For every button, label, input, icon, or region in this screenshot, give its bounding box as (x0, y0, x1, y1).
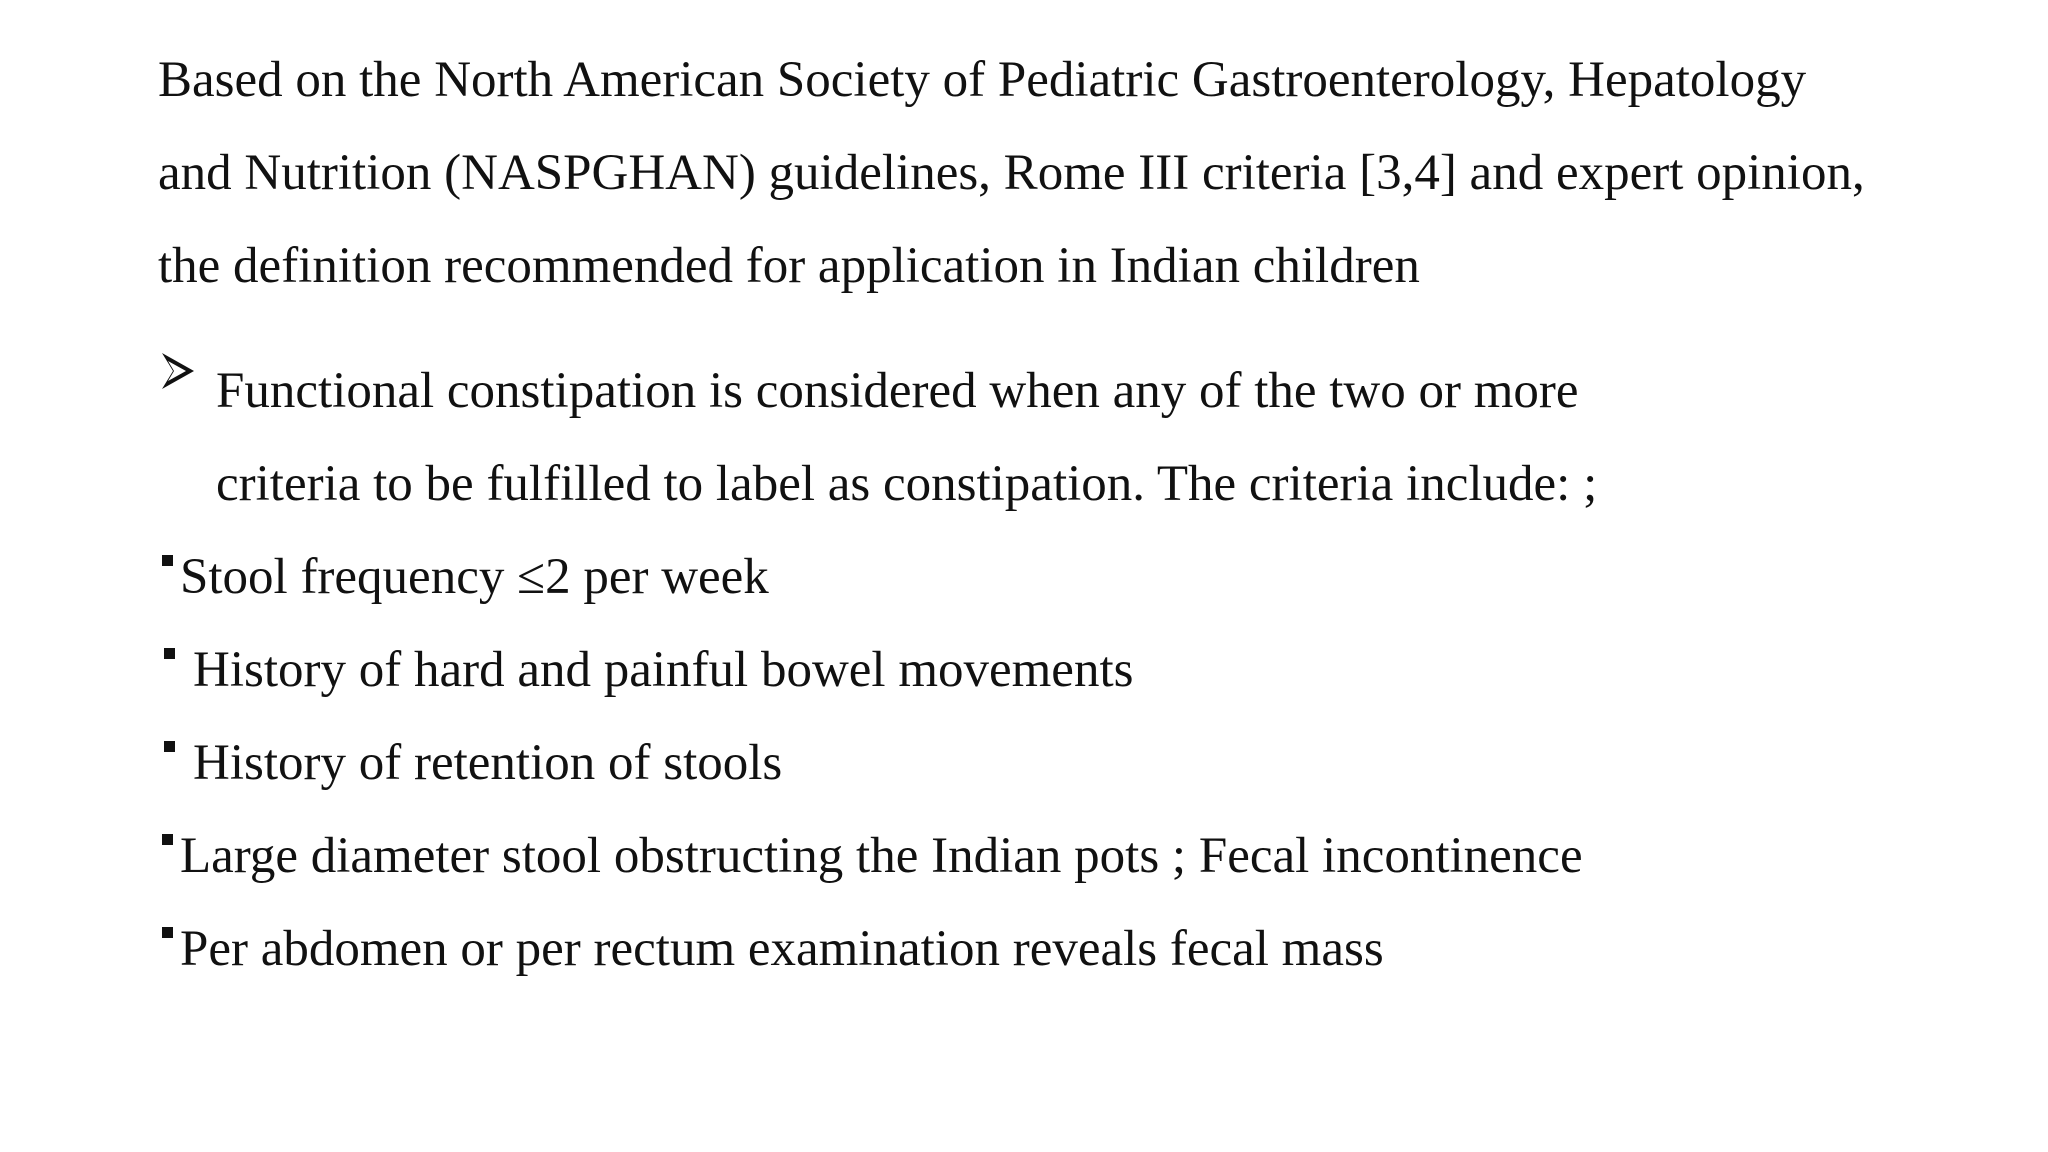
arrow-bullet-icon (160, 349, 196, 393)
criteria-item (158, 624, 1998, 717)
square-bullet-icon (164, 648, 175, 659)
definition-line: criteria to be fulfilled to label as constipation. The criteria include: ; (216, 456, 1598, 512)
square-bullet-icon (162, 927, 173, 938)
criteria-text: History of hard and painful bowel movements (193, 642, 1134, 698)
criteria-text: History of retention of stools (193, 735, 783, 791)
definition-line: Functional constipation is considered when any of the two or more (216, 363, 1579, 419)
square-bullet-icon (162, 555, 173, 566)
criteria-item (158, 810, 1998, 903)
intro-line: Based on the North American Society of Pediatric Gastroenterology, Hepatology (158, 52, 1807, 108)
criteria-list (158, 531, 1998, 996)
square-bullet-icon (164, 741, 175, 752)
intro-line: and Nutrition (NASPGHAN) guidelines, Rome III criteria [3,4] and expert opinion, (158, 145, 1865, 201)
intro-paragraph (158, 34, 1998, 313)
intro-line: the definition recommended for application in Indian children (158, 238, 1420, 294)
criteria-item (158, 717, 1998, 810)
criteria-item (158, 903, 1998, 996)
definition-text (216, 345, 1597, 531)
criteria-text: Large diameter stool obstructing the Indian pots ; Fecal incontinence (180, 828, 1583, 884)
square-bullet-icon (162, 834, 173, 845)
criteria-text: Per abdomen or per rectum examination reveals fecal mass (180, 921, 1384, 977)
criteria-text: Stool frequency ≤2 per week (180, 549, 769, 605)
criteria-item (158, 531, 1998, 624)
